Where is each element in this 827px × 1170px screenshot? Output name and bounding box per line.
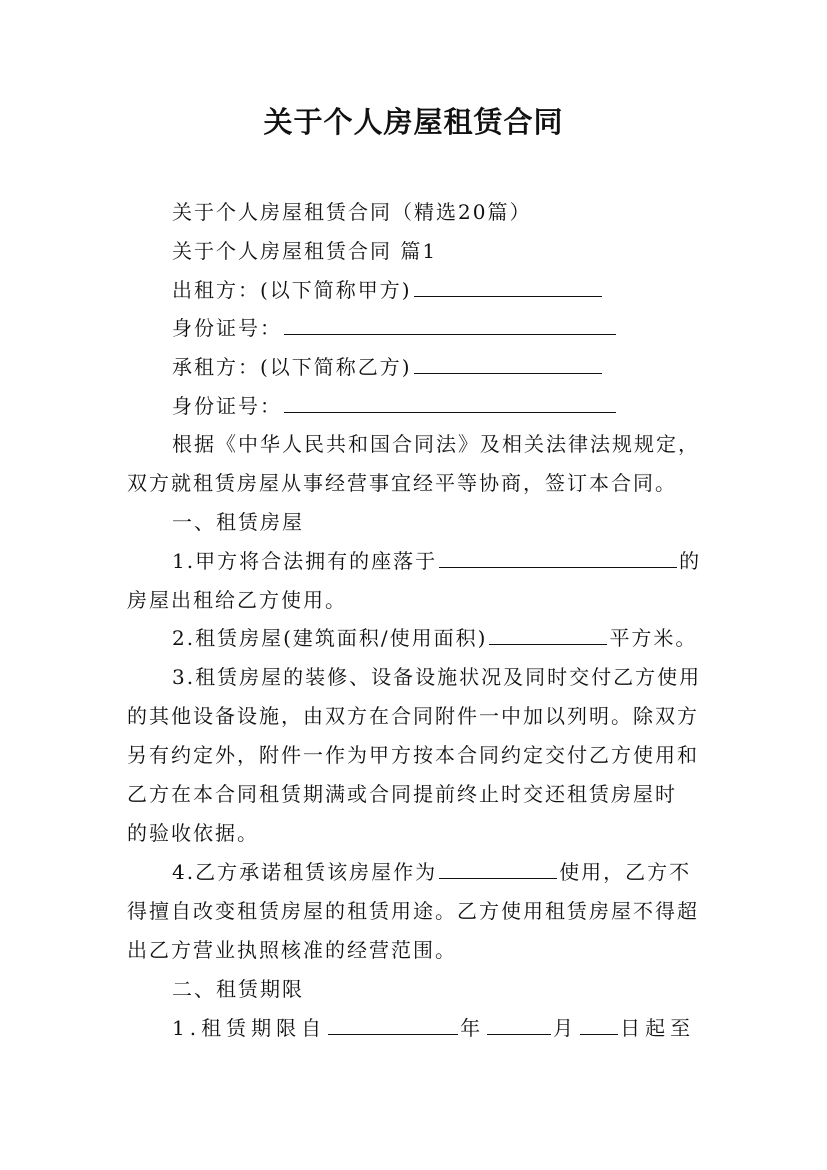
clause-line (172, 624, 697, 652)
paragraph-line: 双方就租赁房屋从事经营事宜经平等协商，签订本合同。 (127, 471, 677, 495)
lessee-id-label: 身份证号： (172, 394, 282, 418)
paragraph-line: 乙方在本合同租赁期满或合同提前终止时交还租赁房屋时 (127, 782, 677, 806)
clause-text: 2.租赁房屋(建筑面积/使用面积) (172, 626, 488, 650)
section-heading: 一、租赁房屋 (172, 510, 304, 534)
lessee-blank (414, 353, 602, 374)
section-heading: 二、租赁期限 (172, 977, 304, 1001)
paragraph-line: 房屋出租给乙方使用。 (127, 588, 347, 612)
paragraph-line: 另有约定外，附件一作为甲方按本合同约定交付乙方使用和 (127, 743, 699, 767)
clause-text: 1.租赁期限自 (172, 1016, 327, 1040)
lessee-id-line (172, 392, 618, 420)
lessor-blank (414, 276, 602, 297)
clause-line (172, 1014, 695, 1042)
lessee-line (172, 353, 604, 381)
paragraph-line: 根据《中华人民共和国合同法》及相关法律法规规定， (172, 432, 700, 456)
lessor-label: 出租方：(以下简称甲方) (172, 278, 412, 302)
clause-text: 平方米。 (609, 626, 698, 650)
lessor-id-label: 身份证号： (172, 316, 282, 340)
clause-text: 4.乙方承诺租赁该房屋作为 (172, 860, 438, 884)
start-year-blank (328, 1014, 458, 1035)
paragraph-line: 3.租赁房屋的装修、设备设施状况及同时交付乙方使用 (172, 665, 702, 689)
lessee-label: 承租方：(以下简称乙方) (172, 355, 412, 379)
subtitle-line: 关于个人房屋租赁合同（精选20篇） (172, 200, 532, 224)
lessor-id-blank (284, 314, 616, 335)
clause-text: 日起至 (620, 1016, 696, 1040)
clause-text: 1.甲方将合法拥有的座落于 (172, 549, 438, 573)
clause-text: 的 (679, 549, 702, 573)
paragraph-line: 得擅自改变租赁房屋的租赁用途。乙方使用租赁房屋不得超 (127, 899, 699, 923)
paragraph-line: 的其他设备设施，由双方在合同附件一中加以列明。除双方 (127, 704, 699, 728)
document-title: 关于个人房屋租赁合同 (263, 105, 564, 139)
start-month-blank (487, 1014, 551, 1035)
paragraph-line: 出乙方营业执照核准的经营范围。 (127, 938, 457, 962)
start-day-blank (580, 1014, 618, 1035)
location-blank (439, 547, 677, 568)
usage-blank (439, 858, 557, 879)
paragraph-line: 的验收依据。 (127, 821, 259, 845)
clause-text: 年 (460, 1016, 486, 1040)
clause-line (172, 547, 701, 575)
section-heading-line: 关于个人房屋租赁合同 篇1 (172, 239, 438, 263)
lessee-id-blank (284, 392, 616, 413)
area-blank (489, 624, 607, 645)
clause-line (172, 858, 691, 886)
clause-text: 使用，乙方不 (559, 860, 692, 884)
lessor-id-line (172, 314, 618, 342)
clause-text: 月 (553, 1016, 579, 1040)
lessor-line (172, 276, 604, 304)
